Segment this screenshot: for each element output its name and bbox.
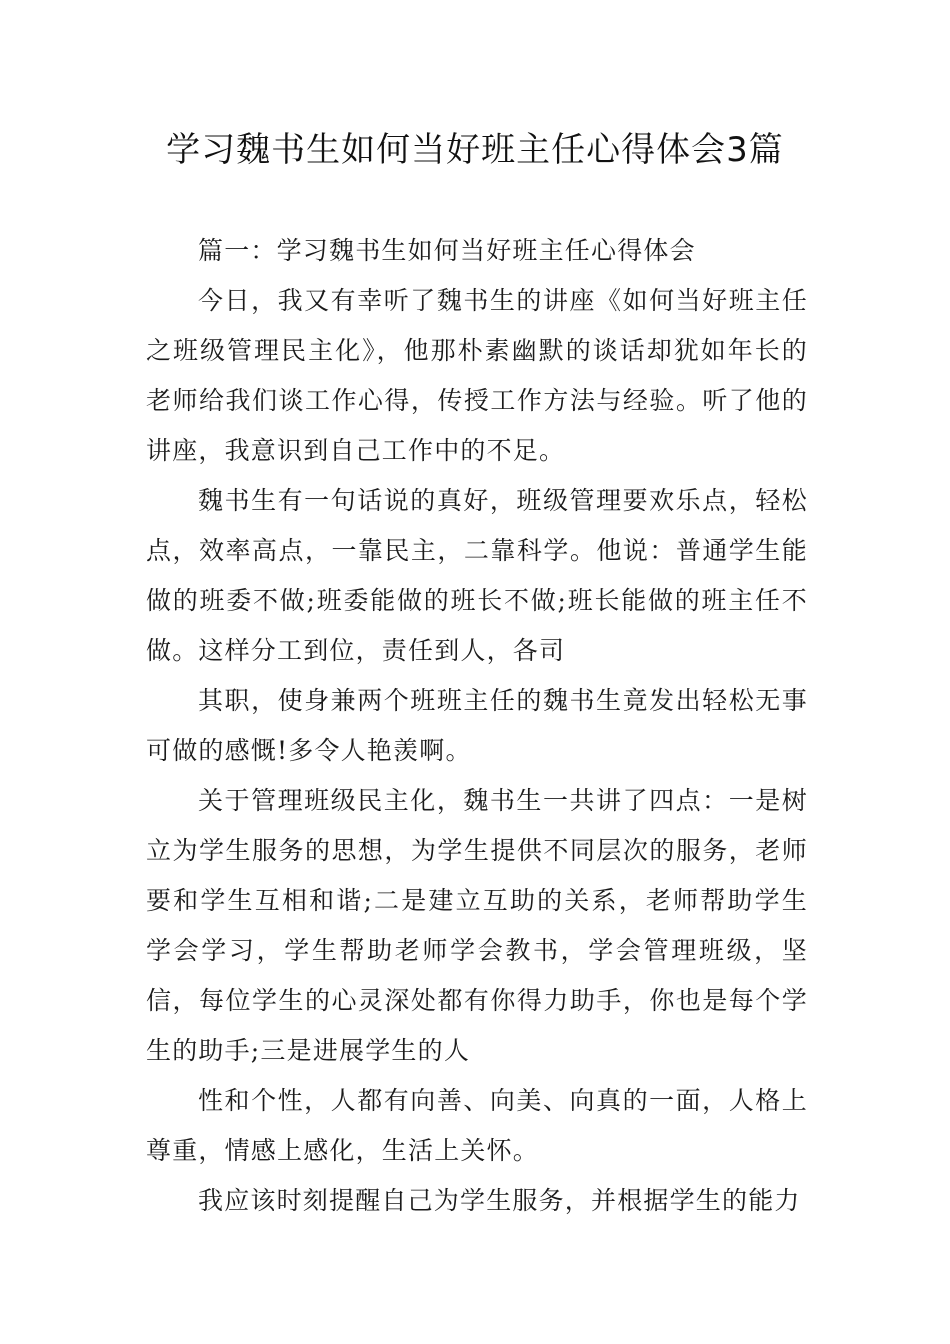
paragraph: 关于管理班级民主化，魏书生一共讲了四点：一是树立为学生服务的思想，为学生提供不同层次的服务，老师要和学生互相和谐;二是建立互助的关系，老师帮助学生学会学习，学生帮助老师学会教书，学会管理班级，坚信，每位学生的心灵深处都有你得力助手，你也是每个学生的助手;三是进展学生的人 xyxy=(146,786,808,1065)
paragraph-section-heading: 篇一：学习魏书生如何当好班主任心得体会 xyxy=(198,236,696,265)
document-title: 学习魏书生如何当好班主任心得体会3篇 xyxy=(166,130,784,170)
paragraph: 性和个性，人都有向善、向美、向真的一面，人格上尊重，情感上感化，生活上关怀。 xyxy=(146,1086,808,1165)
document-body xyxy=(146,226,808,1226)
paragraph: 其职，使身兼两个班班主任的魏书生竟发出轻松无事可做的感慨!多令人艳羡啊。 xyxy=(146,686,808,765)
paragraph: 我应该时刻提醒自己为学生服务，并根据学生的能力 xyxy=(198,1186,801,1215)
paragraph: 魏书生有一句话说的真好，班级管理要欢乐点，轻松点，效率高点，一靠民主，二靠科学。他说：普通学生能做的班委不做;班委能做的班长不做;班长能做的班主任不做。这样分工到位，责任到人，各司 xyxy=(146,486,808,665)
paragraph: 今日，我又有幸听了魏书生的讲座《如何当好班主任之班级管理民主化》，他那朴素幽默的谈话却犹如年长的老师给我们谈工作心得，传授工作方法与经验。听了他的讲座，我意识到自己工作中的不足。 xyxy=(146,286,808,465)
